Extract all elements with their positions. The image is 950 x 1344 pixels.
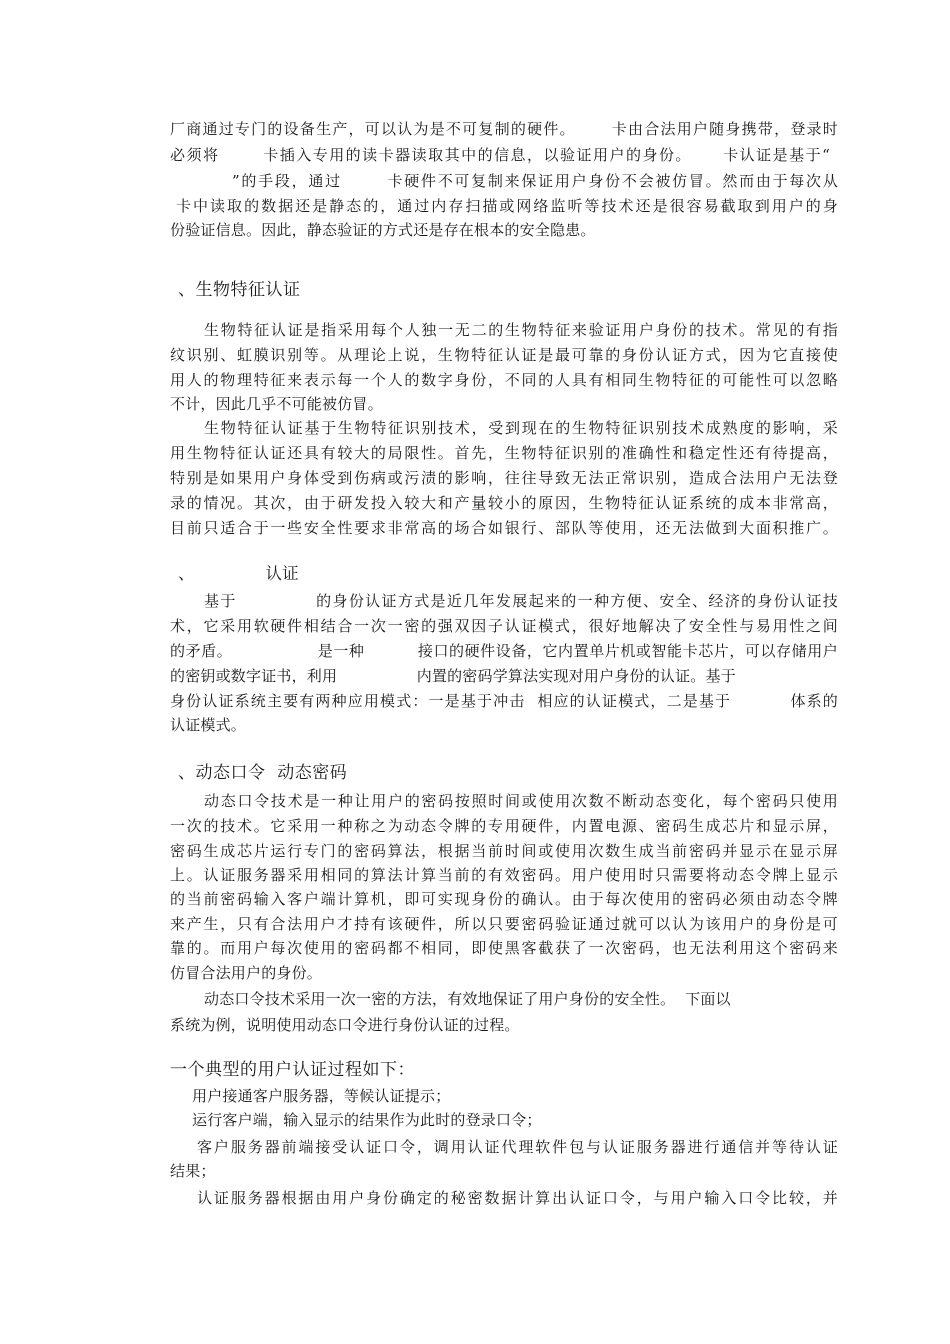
paragraph-line: 份验证信息。因此，静态验证的方式还是存在根本的安全隐患。 bbox=[170, 221, 596, 239]
paragraph-line: 卡中读取的数据还是静态的，通过内存扫描或网络监听等技术还是很容易截取到用户的身 bbox=[176, 197, 838, 215]
paragraph-line: 用人的物理特征来表示每一个人的数字身份，不同的人具有相同生物特征的可能性可以忽略 bbox=[170, 371, 838, 389]
list-item: 用户接通客户服务器，等候认证提示； bbox=[192, 1087, 451, 1105]
paragraph-line: 认证模式。 bbox=[170, 716, 247, 734]
paragraph-line: 密码生成芯片运行专门的密码算法，根据当前时间或使用次数生成当前密码并显示在显示屏 bbox=[170, 842, 838, 860]
paragraph-line: 靠的。而用户每次使用的密码都不相同，即使黑客截获了一次密码，也无法利用这个密码来 bbox=[170, 939, 838, 957]
paragraph-line: 的当前密码输入客户端计算机，即可实现身份的确认。由于每次使用的密码必须由动态令牌 bbox=[170, 890, 838, 908]
list-item: 运行客户端，输入显示的结果作为此时的登录口令； bbox=[192, 1111, 542, 1129]
paragraph-line: 术，它采用软硬件相结合一次一密的强双因子认证模式，很好地解决了安全性与易用性之间 bbox=[170, 617, 838, 635]
paragraph-line: ”的手段，通过 卡硬件不可复制来保证用户身份不会被仿冒。然而由于每次从 bbox=[232, 172, 838, 190]
paragraph-line: 身份认证系统主要有两种应用模式：一是基于冲击 相应的认证模式，二是基于 体系的 bbox=[170, 692, 838, 710]
paragraph-line: 录的情况。其次，由于研发投入较大和产量较小的原因，生物特征认证系统的成本非常高， bbox=[170, 494, 838, 512]
section-heading: 一个典型的用户认证过程如下： bbox=[170, 1060, 415, 1080]
paragraph-line: 特别是如果用户身体受到伤病或污渍的影响，往往导致无法正常识别，造成合法用户无法登 bbox=[170, 469, 838, 487]
paragraph-line: 厂商通过专门的设备生产，可以认为是不可复制的硬件。 卡由合法用户随身携带，登录时 bbox=[170, 120, 838, 138]
paragraph-line: 目前只适合于一些安全性要求非常高的场合如银行、部队等使用，还无法做到大面积推广。 bbox=[170, 519, 838, 537]
paragraph-line: 动态口令技术是一种让用户的密码按照时间或使用次数不断动态变化，每个密码只使用 bbox=[204, 792, 838, 810]
list-item: 结果； bbox=[170, 1162, 216, 1180]
paragraph-line: 生物特征认证基于生物特征识别技术，受到现在的生物特征识别技术成熟度的影响，采 bbox=[204, 419, 838, 437]
paragraph-line: 动态口令技术采用一次一密的方法，有效地保证了用户身份的安全性。 下面以 bbox=[204, 990, 731, 1008]
section-heading: 、动态口令 动态密码 bbox=[178, 763, 348, 783]
paragraph-line: 生物特征认证是指采用每个人独一无二的生物特征来验证用户身份的技术。常见的有指 bbox=[204, 321, 838, 339]
paragraph-line: 不计，因此几乎不可能被仿冒。 bbox=[170, 395, 383, 413]
section-heading: 、生物特征认证 bbox=[178, 280, 301, 300]
paragraph-line: 系统为例，说明使用动态口令进行身份认证的过程。 bbox=[170, 1016, 520, 1034]
paragraph-line: 来产生，只有合法用户才持有该硬件，所以只要密码验证通过就可以认为该用户的身份是可 bbox=[170, 915, 838, 933]
paragraph-line: 一次的技术。它采用一种称之为动态令牌的专用硬件，内置电源、密码生成芯片和显示屏， bbox=[170, 817, 838, 835]
paragraph-line: 基于 的身份认证方式是近几年发展起来的一种方便、安全、经济的身份认证技 bbox=[204, 592, 838, 610]
paragraph-line: 上。认证服务器采用相同的算法计算当前的有效密码。用户使用时只需要将动态令牌上显示 bbox=[170, 866, 838, 884]
list-item: 认证服务器根据由用户身份确定的秘密数据计算出认证口令，与用户输入口令比较，并 bbox=[197, 1189, 838, 1207]
paragraph-line: 必须将 卡插入专用的读卡器读取其中的信息，以验证用户的身份。 卡认证是基于“ bbox=[170, 146, 830, 164]
paragraph-line: 用生物特征认证还具有较大的局限性。首先，生物特征识别的准确性和稳定性还有待提高， bbox=[170, 444, 838, 462]
paragraph-line: 纹识别、虹膜识别等。从理论上说，生物特征认证是最可靠的身份认证方式，因为它直接使 bbox=[170, 346, 838, 364]
list-item: 客户服务器前端接受认证口令，调用认证代理软件包与认证服务器进行通信并等待认证 bbox=[197, 1138, 838, 1156]
paragraph-line: 的矛盾。 是一种 接口的硬件设备，它内置单片机或智能卡芯片，可以存储用户 bbox=[170, 642, 838, 660]
paragraph-line: 仿冒合法用户的身份。 bbox=[170, 964, 323, 982]
section-heading: 、 认证 bbox=[178, 564, 299, 583]
paragraph-line: 的密钥或数字证书，利用 内置的密码学算法实现对用户身份的认证。基于 bbox=[170, 667, 736, 685]
